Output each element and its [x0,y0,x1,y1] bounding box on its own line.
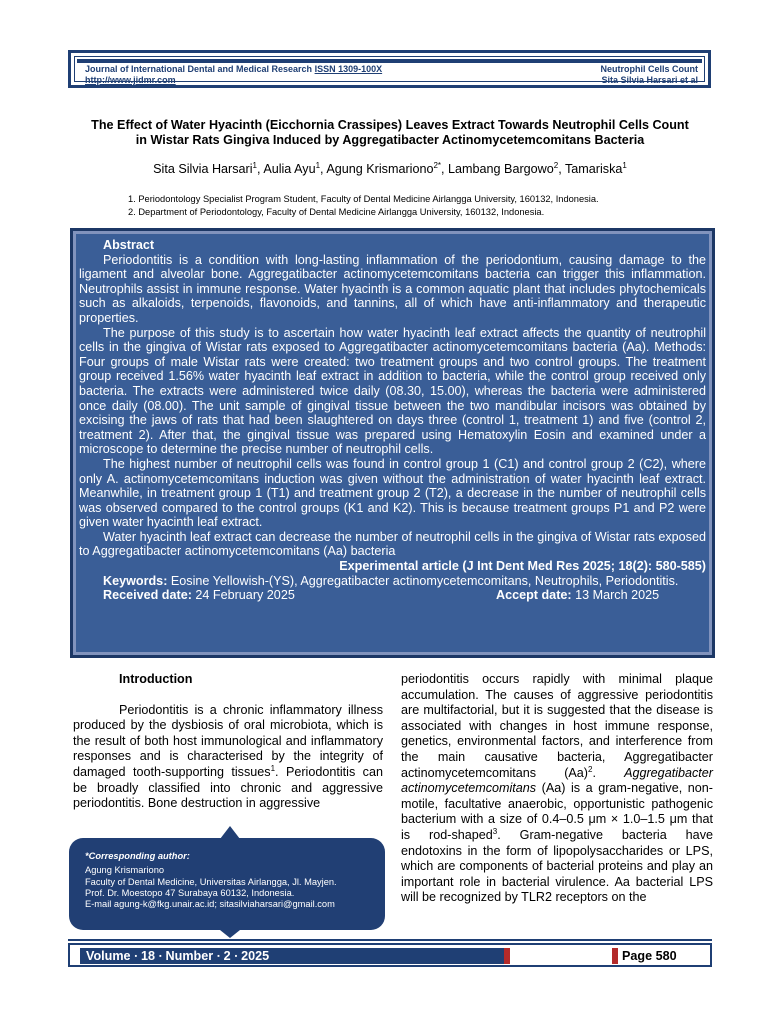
body-column-right [401,672,713,906]
corresponding-name: Agung Krismariono [85,865,165,876]
author-sup: 2 [553,160,559,170]
article-title-line-2: in Wistar Rats Gingiva Induced by Aggregatibacter Actinomycetemcomitans Bacteria [135,133,645,147]
citation-sup: 2 [588,764,593,774]
author-name: Tamariska [564,162,623,176]
abstract-content [76,234,709,652]
corresponding-email[interactable]: E-mail agung-k@fkg.unair.ac.id; sitasilviaharsari@gmail.com [85,899,335,910]
body-paragraph [73,703,383,812]
abstract-border [73,231,712,655]
keywords-text: Eosine Yellowish-(YS), Aggregatibacter actinomycetemcomitans, Neutrophils, Periodontitis. [170,573,679,588]
author-sup: 1 [252,160,257,170]
article-dates [79,588,706,604]
abstract-paragraph: Water hyacinth leaf extract can decrease the number of neutrophil cells in the gingiva of Wistar rats exposed to Aggregatibacter actinomycetemcomitans (Aa) bacteria [79,529,706,559]
author-name: Sita Silvia Harsari [153,162,253,176]
author-sup: 1 [622,160,627,170]
article-title [60,118,720,148]
affiliation-item: 1. Periodontology Specialist Program Student, Faculty of Dental Medicine Airlangga University, 160132, Indonesia. [128,194,599,204]
corresponding-box-notch-bottom [220,930,240,938]
citation-sup: 1 [270,763,276,773]
affiliation-item: 2. Department of Periodontology, Faculty of Dental Medicine Airlangga University, 160132, Indonesia. [128,206,545,217]
introduction-heading: Introduction [119,672,193,686]
abstract-paragraph: The purpose of this study is to ascertain how water hyacinth leaf extract affects the quantity of neutrophil cells in the gingiva of Wistar rats exposed to Aggregatibacter actinomycetemcomitans bacteria (Aa). Methods: Four groups of male Wistar rats were created: two treatment groups and two control groups. The treatment group received 1.56% water hyacinth leaf extract in addition to bacteria, while the control group received only bacteria. The extracts were administered twice daily (08.30, 15.00), whereas the bacteria were administered once daily (08.00). The unit sample of gingival tissue between the two mandibular incisors was obtained by excising the jaws of rats that had been slaughtered on days three (control 1, treatment 1) and five (control 2, treatment 2). After that, the gingival tissue was prepared using Hematoxylin Eosin and examined under a microscope to determine the precise number of neutrophil cells. [79,325,706,457]
species-name: Aggregatibacter actinomycetemcomitans [401,765,713,796]
author-name: Agung Krismariono [326,162,434,176]
abstract-box [70,228,715,658]
received-value: 24 February 2025 [195,588,295,603]
body-text: periodontitis occurs rapidly with minimal plaque accumulation. The causes of aggressive periodontitis are multifactorial, but it is suggested that the disease is associated with changes in host immune response, genetics, environmental factors, and interference from the main causative bacteria, Aggregatibacter actinomycetemcomitans (Aa) [401,672,713,780]
body-text: . Gram-negative bacteria have endotoxins in the form of lipopolysaccharides or LPS, which are components of bacterial proteins and play an important role in bacterial virulence. Aa bacterial LPS will be recognized by TLR2 receptors on the [401,827,713,905]
body-text: . [592,765,625,780]
affiliations [128,193,599,218]
page-footer [68,943,712,967]
running-title: Neutrophil Cells Count [600,64,698,74]
abstract-heading: Abstract [103,238,155,252]
body-column-left [73,672,383,812]
body-text: . Periodontitis can be broadly classified into chronic and aggressive periodontitis. Bone destruction in aggressive [73,764,383,811]
received-label: Received date: [103,588,192,603]
volume-info: Volume ∙ 18 ∙ Number ∙ 2 ∙ 2025 [80,948,510,964]
author-name: Aulia Ayu [263,162,316,176]
keywords-label: Keywords: [103,573,168,588]
running-authors: Sita Silvia Harsari et al [601,75,698,85]
header-right [601,64,699,86]
author-name: Lambang Bargowo [448,162,554,176]
journal-url-link[interactable]: http://www.jidmr.com [85,75,176,85]
accept-value: 13 March 2025 [575,588,660,603]
journal-issn[interactable]: ISSN 1309-100X [314,64,383,74]
citation-sup: 3 [492,826,498,836]
corresponding-address-2: Prof. Dr. Moestopo 47 Surabaya 60132, Indonesia. [85,887,295,898]
accept-date [496,588,659,603]
header-top-bar [77,59,702,63]
author-list: Sita Silvia Harsari$^1$, Aulia Ayu$^1$, Agung Krismariono$^{2*}$, Lambang Bargowo$^2$, Tamariska$^1$ [153,160,627,176]
article-type-citation: Experimental article (J Int Dent Med Res 2025; 18(2): 580-585) [339,559,706,574]
accept-label: Accept date: [496,588,572,603]
body-paragraph [401,672,713,906]
journal-header [68,50,711,88]
abstract-paragraph: The highest number of neutrophil cells was found in control group 1 (C1) and control group 2 (C2), where only A. actinomycetemcomitans induction was given without the administration of water hyacinth leaf extract. Meanwhile, in treatment group 1 (T1) and treatment group 2 (T2), a decrease in the number of neutrophil cells was observed compared to the control groups (K1 and K2). This is because treatment groups P1 and P2 were given water hyacinth leaf extract. [79,456,706,530]
author-sup: 1 [315,160,321,170]
corresponding-address-1: Faculty of Dental Medicine, Universitas Airlangga, Jl. Mayjen. [85,876,337,887]
abstract-paragraph: Periodontitis is a condition with long-lasting inflammation of the periodontium, causing damage to the ligament and alveolar bone. Aggregatibacter actinomycetemcomitans bacteria can trigger this inflammation. Neutrophils assist in immune response. Water hyacinth is a common aquatic plant that includes phytochemicals such as alkaloids, terpenoids, flavonoids, and tannins, all of which have anti-inflammatory and therapeutic properties. [79,252,706,325]
header-left [85,64,382,86]
article-title-line-1: The Effect of Water Hyacinth (Eicchornia Crassipes) Leaves Extract Towards Neutrophil Cells Count [91,118,689,132]
body-text: (Aa) is a gram-negative, non-motile, facultative anaerobic, opportunistic pathogenic bacterium with a size of 0.4–0.5 μm × 1.0–1.5 μm that is rod-shaped [401,781,713,842]
footer-divider [68,939,712,941]
keywords [79,574,706,589]
body-text: Periodontitis is a chronic inflammatory illness produced by the dysbiosis of oral microbiota, which is the result of both host immunological and inflammatory responses and is characterised by the integrity of damaged tooth-supporting tissues [73,702,383,779]
received-date [103,588,295,603]
journal-name: Journal of International Dental and Medical Research [85,64,313,74]
author-sup: 2* [433,160,442,170]
page-number: Page 580 [612,948,708,964]
journal-header-inner [74,56,705,85]
corresponding-author-box [69,838,385,930]
corresponding-title: *Corresponding author: [85,851,190,861]
